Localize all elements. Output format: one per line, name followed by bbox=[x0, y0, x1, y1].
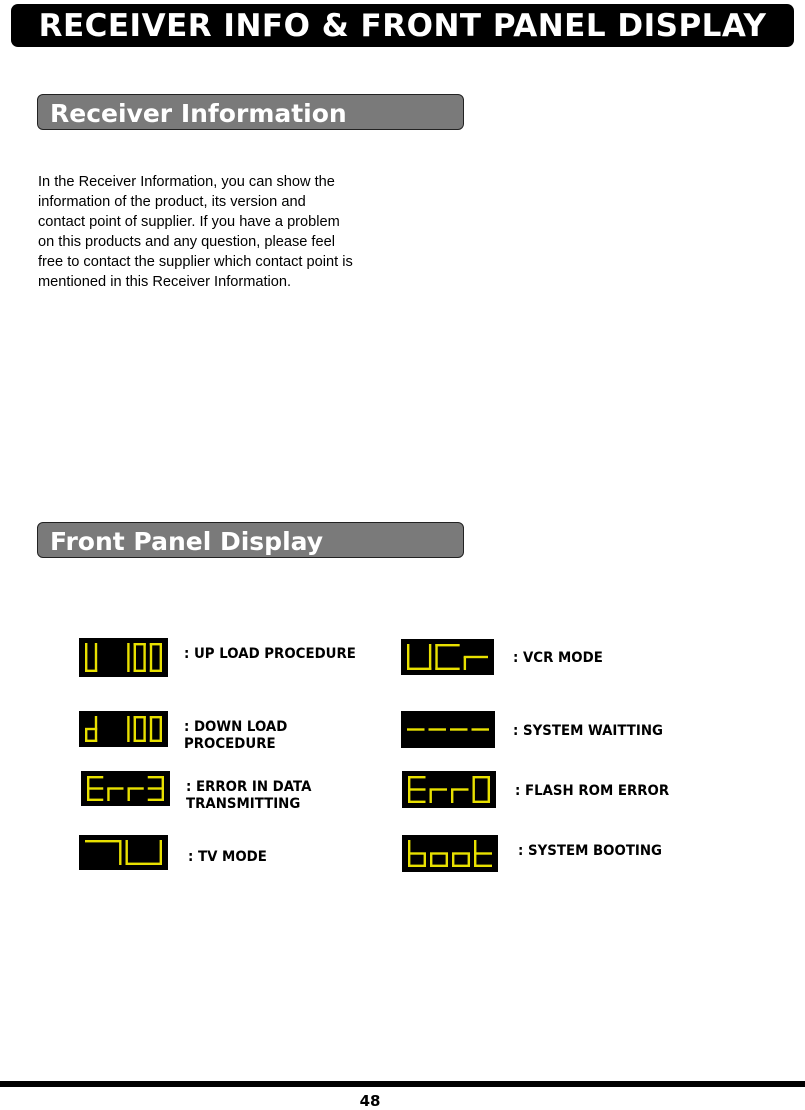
segment bbox=[435, 657, 437, 670]
segment-digit bbox=[451, 788, 469, 803]
segment-digit bbox=[408, 840, 426, 867]
lcd-display-error3 bbox=[81, 771, 170, 806]
segment bbox=[407, 657, 409, 670]
page-title-banner bbox=[11, 4, 794, 47]
segment bbox=[85, 840, 122, 842]
lcd-display-upload bbox=[79, 638, 168, 677]
segment bbox=[127, 729, 129, 742]
segment bbox=[148, 787, 164, 789]
seven-segment-readout bbox=[402, 835, 498, 872]
segment bbox=[435, 644, 437, 657]
segment bbox=[488, 776, 490, 790]
segment bbox=[452, 854, 454, 868]
segment bbox=[408, 788, 426, 790]
segment bbox=[474, 852, 492, 854]
segment bbox=[473, 776, 475, 790]
seven-segment-readout bbox=[401, 639, 494, 675]
segment-digit bbox=[472, 728, 490, 730]
segment-digit bbox=[134, 716, 146, 742]
segment bbox=[430, 788, 448, 790]
segment bbox=[464, 656, 488, 658]
segment bbox=[119, 840, 121, 853]
segment-digit bbox=[150, 716, 162, 742]
segment-digit bbox=[107, 787, 123, 801]
seven-segment-readout bbox=[81, 771, 170, 806]
paragraph-line: mentioned in this Receiver Information. bbox=[38, 274, 292, 290]
footer-rule bbox=[0, 1081, 805, 1087]
segment-digit bbox=[87, 776, 103, 801]
segment bbox=[134, 658, 136, 673]
segment-digit bbox=[430, 852, 448, 867]
receiver-info-paragraph bbox=[38, 172, 391, 292]
segment-digit bbox=[473, 776, 491, 803]
segment bbox=[126, 853, 128, 866]
lcd-label-waiting: : SYSTEM WAITTING bbox=[513, 723, 663, 739]
segment bbox=[128, 787, 144, 789]
segment bbox=[128, 789, 130, 802]
segment bbox=[472, 728, 490, 730]
segment bbox=[85, 658, 87, 673]
segment bbox=[150, 658, 152, 673]
lcd-label-upload: : UP LOAD PROCEDURE bbox=[184, 646, 356, 662]
segment bbox=[87, 776, 89, 789]
segment bbox=[85, 643, 87, 658]
segment bbox=[450, 728, 468, 730]
segment bbox=[408, 801, 426, 803]
segment bbox=[452, 852, 470, 854]
segment-digit bbox=[407, 728, 425, 730]
segment bbox=[127, 658, 129, 673]
segment bbox=[150, 729, 152, 742]
lcd-display-error0 bbox=[402, 771, 496, 808]
segment bbox=[95, 716, 97, 729]
lcd-display-boot bbox=[402, 835, 498, 872]
seven-segment-readout bbox=[401, 711, 495, 748]
segment-digit bbox=[134, 643, 146, 672]
segment bbox=[134, 729, 136, 742]
segment bbox=[408, 776, 426, 778]
segment bbox=[127, 643, 129, 658]
lcd-display-download bbox=[79, 711, 168, 747]
segment bbox=[150, 716, 152, 729]
paragraph-line: information of the product, its version and bbox=[38, 194, 306, 210]
segment bbox=[473, 801, 491, 803]
lcd-display-tv bbox=[79, 835, 168, 870]
segment bbox=[87, 776, 103, 778]
seven-segment-readout bbox=[79, 711, 168, 747]
segment-digit bbox=[85, 840, 122, 865]
segment bbox=[435, 644, 459, 646]
segment bbox=[143, 716, 145, 729]
lcd-label-error3: : ERROR IN DATA TRANSMITTING bbox=[186, 779, 312, 812]
paragraph-line: free to contact the supplier which contact point is bbox=[38, 254, 353, 270]
segment-digit bbox=[408, 776, 426, 803]
segment bbox=[407, 644, 409, 657]
segment bbox=[87, 799, 103, 801]
segment bbox=[408, 852, 426, 854]
segment bbox=[435, 668, 459, 670]
segment bbox=[430, 790, 432, 804]
lcd-label-download: : DOWN LOAD PROCEDURE bbox=[184, 719, 288, 752]
segment bbox=[408, 776, 410, 790]
lcd-label-boot: : SYSTEM BOOTING bbox=[518, 843, 663, 859]
segment bbox=[87, 789, 89, 802]
lcd-display-waiting bbox=[401, 711, 495, 748]
lcd-label-tv: : TV MODE bbox=[188, 849, 267, 865]
segment bbox=[451, 788, 469, 790]
segment-digit bbox=[150, 643, 162, 672]
segment bbox=[95, 643, 97, 658]
segment-digit bbox=[474, 840, 492, 867]
segment-digit bbox=[128, 787, 144, 801]
segment bbox=[452, 865, 470, 867]
segment bbox=[408, 790, 410, 804]
lcd-label-vcr: : VCR MODE bbox=[513, 650, 603, 666]
segment bbox=[430, 854, 432, 868]
receiver-info-heading: Receiver Information bbox=[50, 99, 347, 128]
segment bbox=[119, 853, 121, 866]
segment-digit bbox=[430, 788, 448, 803]
segment bbox=[430, 852, 448, 854]
receiver-info-heading-bar bbox=[37, 94, 464, 130]
segment bbox=[148, 799, 164, 801]
front-panel-heading: Front Panel Display bbox=[50, 527, 324, 556]
paragraph-line: contact point of supplier. If you have a problem bbox=[38, 214, 340, 230]
segment-digit bbox=[450, 728, 468, 730]
segment bbox=[126, 840, 128, 853]
segment bbox=[85, 728, 97, 730]
front-panel-heading-bar bbox=[37, 522, 464, 558]
segment bbox=[408, 865, 426, 867]
segment bbox=[87, 787, 103, 789]
segment bbox=[429, 644, 431, 657]
segment bbox=[160, 840, 162, 853]
segment-digit bbox=[85, 643, 97, 672]
segment bbox=[474, 840, 476, 854]
segment-digit bbox=[127, 716, 129, 742]
segment bbox=[407, 728, 425, 730]
segment bbox=[474, 865, 492, 867]
segment bbox=[408, 854, 410, 868]
lcd-display-vcr bbox=[401, 639, 494, 675]
segment bbox=[473, 776, 491, 778]
segment bbox=[143, 643, 145, 658]
lcd-label-error0: : FLASH ROM ERROR bbox=[515, 783, 670, 799]
segment bbox=[430, 865, 448, 867]
segment-digit bbox=[148, 776, 164, 801]
segment-digit bbox=[435, 644, 459, 670]
paragraph-line: on this products and any question, please feel bbox=[38, 234, 335, 250]
seven-segment-readout bbox=[79, 835, 168, 870]
segment-digit bbox=[85, 716, 97, 742]
segment bbox=[107, 787, 123, 789]
segment bbox=[429, 728, 447, 730]
segment bbox=[85, 729, 87, 742]
segment bbox=[160, 716, 162, 729]
segment-digit bbox=[429, 728, 447, 730]
segment bbox=[474, 854, 476, 868]
segment bbox=[473, 790, 475, 804]
segment bbox=[407, 668, 431, 670]
segment bbox=[127, 716, 129, 729]
segment bbox=[451, 790, 453, 804]
segment-digit bbox=[407, 644, 431, 670]
segment-digit bbox=[126, 840, 163, 865]
segment bbox=[134, 716, 136, 729]
segment-digit bbox=[464, 656, 488, 670]
segment bbox=[148, 776, 164, 778]
segment bbox=[408, 840, 410, 854]
seven-segment-readout bbox=[402, 771, 496, 808]
segment bbox=[150, 643, 152, 658]
paragraph-line: In the Receiver Information, you can show the bbox=[38, 174, 335, 190]
segment bbox=[107, 789, 109, 802]
segment bbox=[464, 657, 466, 670]
page-number: 48 bbox=[359, 1092, 381, 1110]
segment bbox=[126, 863, 163, 865]
segment-digit bbox=[127, 643, 129, 672]
segment-digit bbox=[452, 852, 470, 867]
page-title: RECEIVER INFO & FRONT PANEL DISPLAY bbox=[38, 7, 767, 44]
seven-segment-readout bbox=[79, 638, 168, 677]
segment bbox=[162, 776, 164, 789]
segment bbox=[134, 643, 136, 658]
segment bbox=[160, 643, 162, 658]
